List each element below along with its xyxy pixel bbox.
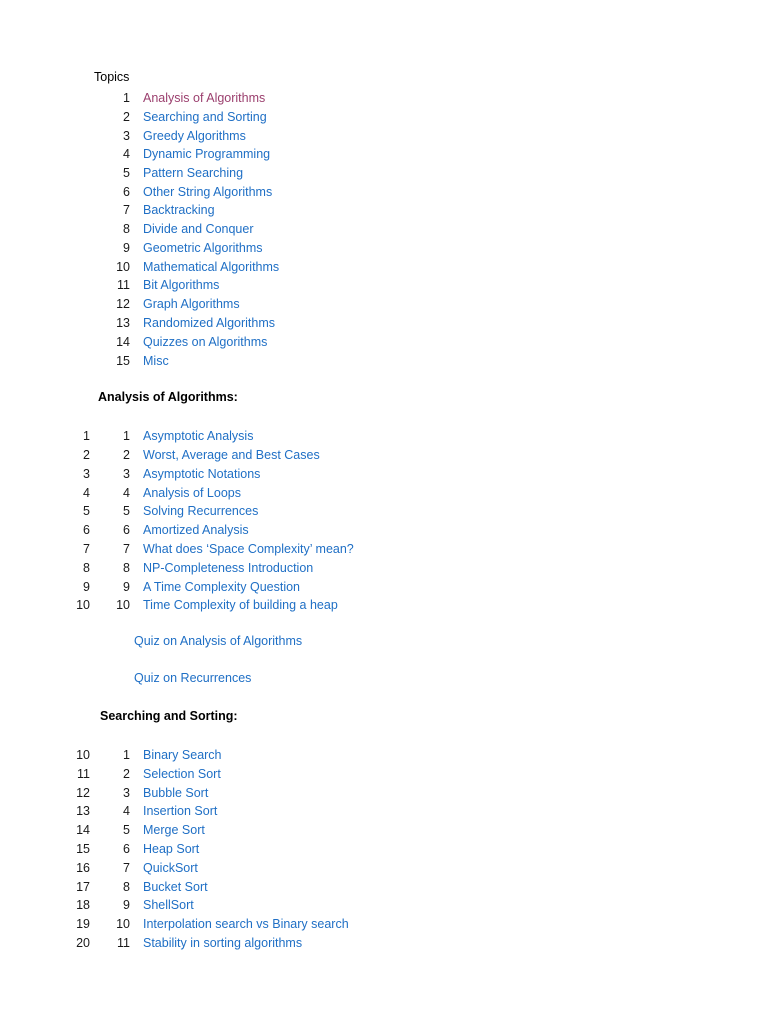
row-index: 18 — [76, 898, 90, 912]
article-link[interactable]: Merge Sort — [143, 823, 205, 837]
row-index: 10 — [76, 748, 90, 762]
article-link[interactable]: Analysis of Loops — [143, 486, 241, 500]
topic-link[interactable]: Misc — [143, 354, 169, 368]
row-index: 2 — [83, 448, 90, 462]
sorting-row — [0, 821, 768, 839]
item-number: 7 — [123, 861, 130, 875]
topic-row — [0, 201, 768, 219]
row-index: 3 — [83, 467, 90, 481]
topic-number: 10 — [116, 260, 130, 274]
item-number: 5 — [123, 504, 130, 518]
item-number: 8 — [123, 880, 130, 894]
topic-row — [0, 314, 768, 332]
article-link[interactable]: Heap Sort — [143, 842, 200, 856]
analysis-row — [0, 502, 768, 520]
topic-row — [0, 145, 768, 163]
item-number: 4 — [123, 804, 130, 818]
topics-title: Topics — [94, 70, 130, 84]
analysis-row — [0, 427, 768, 445]
row-index: 15 — [76, 842, 90, 856]
topic-link[interactable]: Greedy Algorithms — [143, 129, 246, 143]
article-link[interactable]: ShellSort — [143, 898, 194, 912]
topic-link[interactable]: Backtracking — [143, 203, 215, 217]
item-number: 3 — [123, 467, 130, 481]
topic-number: 7 — [123, 203, 130, 217]
topic-link[interactable]: Mathematical Algorithms — [143, 260, 280, 274]
topic-row — [0, 127, 768, 145]
topic-link[interactable]: Searching and Sorting — [143, 110, 267, 124]
row-index: 14 — [76, 823, 90, 837]
topic-link[interactable]: Bit Algorithms — [143, 278, 220, 292]
topic-link[interactable]: Geometric Algorithms — [143, 241, 263, 255]
topic-number: 4 — [123, 147, 130, 161]
item-number: 10 — [116, 598, 130, 612]
item-number: 5 — [123, 823, 130, 837]
item-number: 11 — [117, 936, 130, 950]
row-index: 20 — [76, 936, 90, 950]
quiz-link-analysis[interactable]: Quiz on Analysis of Algorithms — [134, 634, 303, 648]
row-index: 8 — [83, 561, 90, 575]
row-index: 4 — [83, 486, 90, 500]
article-link[interactable]: NP-Completeness Introduction — [143, 561, 314, 575]
item-number: 1 — [123, 748, 130, 762]
row-index: 5 — [83, 504, 90, 518]
analysis-row — [0, 465, 768, 483]
analysis-row — [0, 540, 768, 558]
topic-number: 2 — [123, 110, 130, 124]
row-index: 13 — [76, 804, 90, 818]
article-link[interactable]: Worst, Average and Best Cases — [143, 448, 320, 462]
article-link[interactable]: Insertion Sort — [143, 804, 218, 818]
analysis-row — [0, 578, 768, 596]
section-heading-analysis: Analysis of Algorithms: — [98, 390, 238, 404]
item-number: 1 — [123, 429, 130, 443]
article-link[interactable]: Stability in sorting algorithms — [143, 936, 303, 950]
topic-row — [0, 295, 768, 313]
item-number: 6 — [123, 842, 130, 856]
row-index: 19 — [76, 917, 90, 931]
topic-link[interactable]: Quizzes on Algorithms — [143, 335, 268, 349]
row-index: 7 — [83, 542, 90, 556]
topic-number: 9 — [123, 241, 130, 255]
sorting-row — [0, 859, 768, 877]
row-index: 10 — [76, 598, 90, 612]
topic-link[interactable]: Divide and Conquer — [143, 222, 254, 236]
topic-row — [0, 239, 768, 257]
analysis-row — [0, 559, 768, 577]
article-link[interactable]: Asymptotic Analysis — [143, 429, 254, 443]
article-link[interactable]: Solving Recurrences — [143, 504, 259, 518]
topic-number: 12 — [116, 297, 130, 311]
topic-row — [0, 220, 768, 238]
article-link[interactable]: Amortized Analysis — [143, 523, 249, 537]
item-number: 2 — [123, 767, 130, 781]
row-index: 17 — [76, 880, 90, 894]
section-heading-sorting: Searching and Sorting: — [100, 709, 238, 723]
item-number: 3 — [123, 786, 130, 800]
sorting-row — [0, 896, 768, 914]
topic-number: 11 — [117, 278, 130, 292]
item-number: 9 — [123, 580, 130, 594]
item-number: 4 — [123, 486, 130, 500]
topic-link[interactable]: Dynamic Programming — [143, 147, 271, 161]
quiz-link-recurrences[interactable]: Quiz on Recurrences — [134, 671, 252, 685]
article-link[interactable]: Selection Sort — [143, 767, 221, 781]
topic-link[interactable]: Pattern Searching — [143, 166, 244, 180]
topic-row — [0, 352, 768, 370]
topic-link[interactable]: Other String Algorithms — [143, 185, 273, 199]
item-number: 6 — [123, 523, 130, 537]
row-index: 16 — [76, 861, 90, 875]
row-index: 11 — [77, 767, 90, 781]
topic-number: 3 — [123, 129, 130, 143]
article-link[interactable]: What does ‘Space Complexity’ mean? — [143, 542, 354, 556]
sorting-row — [0, 784, 768, 802]
article-link[interactable]: Bucket Sort — [143, 880, 208, 894]
topic-link[interactable]: Randomized Algorithms — [143, 316, 276, 330]
sorting-row — [0, 746, 768, 764]
topic-link[interactable]: Analysis of Algorithms — [143, 91, 266, 105]
article-link[interactable]: Asymptotic Notations — [143, 467, 261, 481]
sorting-row — [0, 915, 768, 933]
item-number: 2 — [123, 448, 130, 462]
sorting-row — [0, 765, 768, 783]
item-number: 9 — [123, 898, 130, 912]
topic-link[interactable]: Graph Algorithms — [143, 297, 240, 311]
row-index: 12 — [76, 786, 90, 800]
item-number: 8 — [123, 561, 130, 575]
sorting-row — [0, 934, 768, 952]
row-index: 6 — [83, 523, 90, 537]
topic-row — [0, 89, 768, 107]
topic-number: 6 — [123, 185, 130, 199]
sorting-row — [0, 878, 768, 896]
topic-number: 15 — [116, 354, 130, 368]
item-number: 10 — [116, 917, 130, 931]
topic-row — [0, 276, 768, 294]
row-index: 9 — [83, 580, 90, 594]
analysis-row — [0, 596, 768, 614]
topic-number: 8 — [123, 222, 130, 236]
topic-row — [0, 108, 768, 126]
analysis-row — [0, 484, 768, 502]
topic-row — [0, 164, 768, 182]
item-number: 7 — [123, 542, 130, 556]
topic-number: 5 — [123, 166, 130, 180]
article-link[interactable]: Time Complexity of building a heap — [143, 598, 338, 612]
sorting-row — [0, 840, 768, 858]
article-link[interactable]: A Time Complexity Question — [143, 580, 301, 594]
topic-row — [0, 258, 768, 276]
topic-number: 14 — [116, 335, 130, 349]
article-link[interactable]: Binary Search — [143, 748, 222, 762]
article-link[interactable]: QuickSort — [143, 861, 198, 875]
article-link[interactable]: Bubble Sort — [143, 786, 209, 800]
topic-row — [0, 333, 768, 351]
row-index: 1 — [83, 429, 90, 443]
topic-row — [0, 183, 768, 201]
analysis-row — [0, 446, 768, 464]
article-link[interactable]: Interpolation search vs Binary search — [143, 917, 349, 931]
analysis-row — [0, 521, 768, 539]
topic-number: 1 — [123, 91, 130, 105]
sorting-row — [0, 802, 768, 820]
topic-number: 13 — [116, 316, 130, 330]
